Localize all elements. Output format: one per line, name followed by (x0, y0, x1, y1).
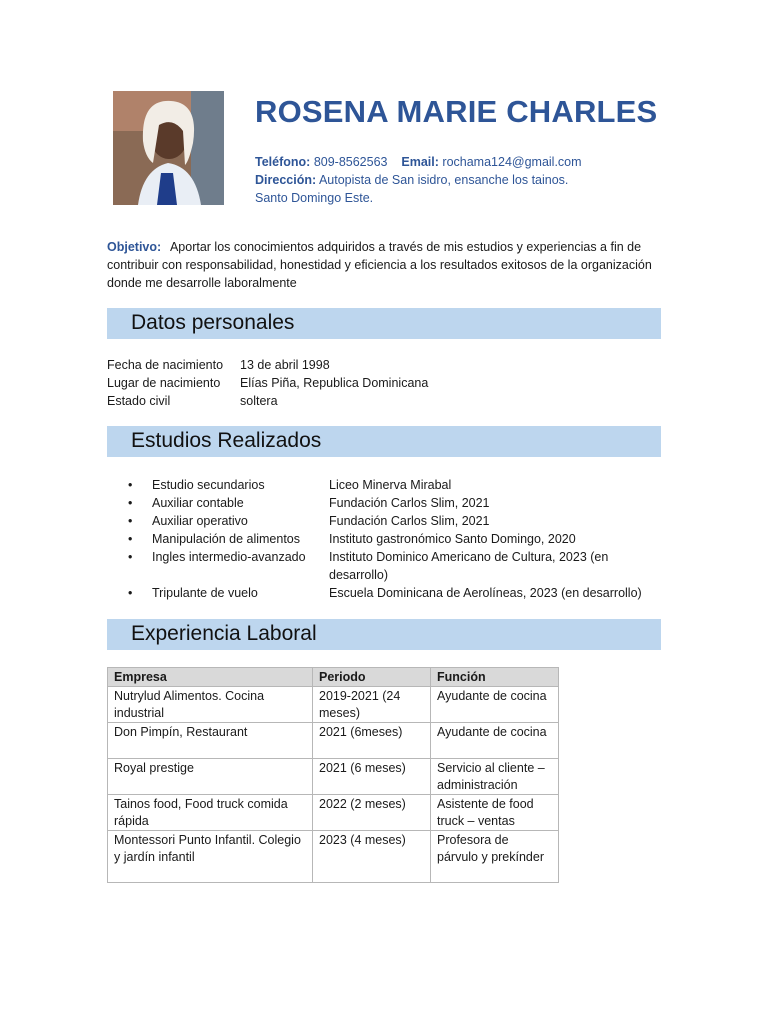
personal-value: 13 de abril 1998 (240, 358, 330, 372)
section-header-studies (107, 426, 661, 457)
bullet-icon: • (128, 496, 133, 510)
objective-label: Objetivo: (107, 240, 162, 254)
table-row (108, 687, 559, 723)
email-value: rochama124@gmail.com (442, 155, 582, 169)
contact-row-phone-email (255, 153, 582, 171)
column-header-role: Función (431, 668, 559, 687)
personal-key: Estado civil (107, 394, 171, 408)
table-header-row (108, 668, 559, 687)
cell-period: 2022 (2 meses) (313, 795, 431, 831)
study-title: Auxiliar operativo (152, 514, 248, 528)
cell-company: Nutrylud Alimentos. Cocina industrial (108, 687, 313, 723)
cell-role: Servicio al cliente – administración (431, 759, 559, 795)
experience-table (107, 667, 559, 883)
study-title: Estudio secundarios (152, 478, 265, 492)
bullet-icon: • (128, 550, 133, 564)
study-title: Tripulante de vuelo (152, 586, 258, 600)
section-title-experience: Experiencia Laboral (131, 622, 317, 645)
cell-period: 2021 (6 meses) (313, 759, 431, 795)
study-item (128, 494, 659, 512)
studies-list (128, 476, 659, 602)
table-row (108, 831, 559, 883)
address-line1: Autopista de San isidro, ensanche los tainos. (318, 173, 569, 187)
personal-key: Lugar de nacimiento (107, 376, 221, 390)
section-title-studies: Estudios Realizados (131, 429, 322, 452)
study-institution: Fundación Carlos Slim, 2021 (329, 514, 490, 528)
cell-role: Asistente de food truck – ventas (431, 795, 559, 831)
phone-label: Teléfono: (255, 155, 311, 169)
study-title: Auxiliar contable (152, 496, 244, 510)
objective-text: Aportar los conocimientos adquiridos a través de mis estudios y experiencias a fin de contribuir con responsabilidad, honestidad y eficiencia a los resultados exitosos de la organización donde me desarrolle laboralmente (107, 240, 652, 290)
personal-row (107, 356, 428, 374)
personal-value: soltera (240, 394, 278, 408)
cell-role: Ayudante de cocina (431, 723, 559, 759)
objective-paragraph (107, 238, 667, 292)
cell-role: Profesora de párvulo y prekínder (431, 831, 559, 883)
cell-company: Don Pimpín, Restaurant (108, 723, 313, 759)
study-institution: Fundación Carlos Slim, 2021 (329, 496, 490, 510)
study-item (128, 584, 659, 602)
bullet-icon: • (128, 514, 133, 528)
address-label: Dirección: (255, 173, 317, 187)
cell-company: Montessori Punto Infantil. Colegio y jardín infantil (108, 831, 313, 883)
personal-value: Elías Piña, Republica Dominicana (240, 376, 429, 390)
personal-key: Fecha de nacimiento (107, 358, 224, 372)
study-institution: Instituto gastronómico Santo Domingo, 2020 (329, 532, 576, 546)
phone-value: 809-8562563 (313, 155, 388, 169)
candidate-name: ROSENA MARIE CHARLES (255, 94, 658, 129)
profile-photo (113, 91, 224, 205)
table-row (108, 759, 559, 795)
study-institution: Liceo Minerva Mirabal (329, 478, 452, 492)
study-item (128, 476, 659, 494)
study-item (128, 548, 659, 584)
contact-info (255, 153, 582, 207)
study-title: Manipulación de alimentos (152, 532, 301, 546)
section-title-personal: Datos personales (131, 311, 295, 334)
study-item (128, 512, 659, 530)
cell-period: 2019-2021 (24 meses) (313, 687, 431, 723)
study-institution: Escuela Dominicana de Aerolíneas, 2023 (en desarrollo) (329, 586, 642, 600)
cell-role: Ayudante de cocina (431, 687, 559, 723)
email-label: Email: (401, 155, 439, 169)
study-title: Ingles intermedio-avanzado (152, 550, 306, 564)
address-line2: Santo Domingo Este. (255, 191, 374, 205)
section-header-personal (107, 308, 661, 339)
table-row (108, 795, 559, 831)
contact-row-address (255, 171, 582, 189)
bullet-icon: • (128, 586, 133, 600)
study-item (128, 530, 659, 548)
profile-photo-image (113, 91, 224, 205)
personal-row (107, 374, 428, 392)
column-header-period: Periodo (313, 668, 431, 687)
cell-company: Royal prestige (108, 759, 313, 795)
personal-data-list (107, 356, 428, 410)
cell-period: 2023 (4 meses) (313, 831, 431, 883)
bullet-icon: • (128, 478, 133, 492)
cell-period: 2021 (6meses) (313, 723, 431, 759)
personal-row (107, 392, 428, 410)
study-institution: Instituto Dominico Americano de Cultura, 2023 (en desarrollo) (329, 550, 609, 582)
bullet-icon: • (128, 532, 133, 546)
section-header-experience (107, 619, 661, 650)
column-header-company: Empresa (108, 668, 313, 687)
table-row (108, 723, 559, 759)
cell-company: Tainos food, Food truck comida rápida (108, 795, 313, 831)
